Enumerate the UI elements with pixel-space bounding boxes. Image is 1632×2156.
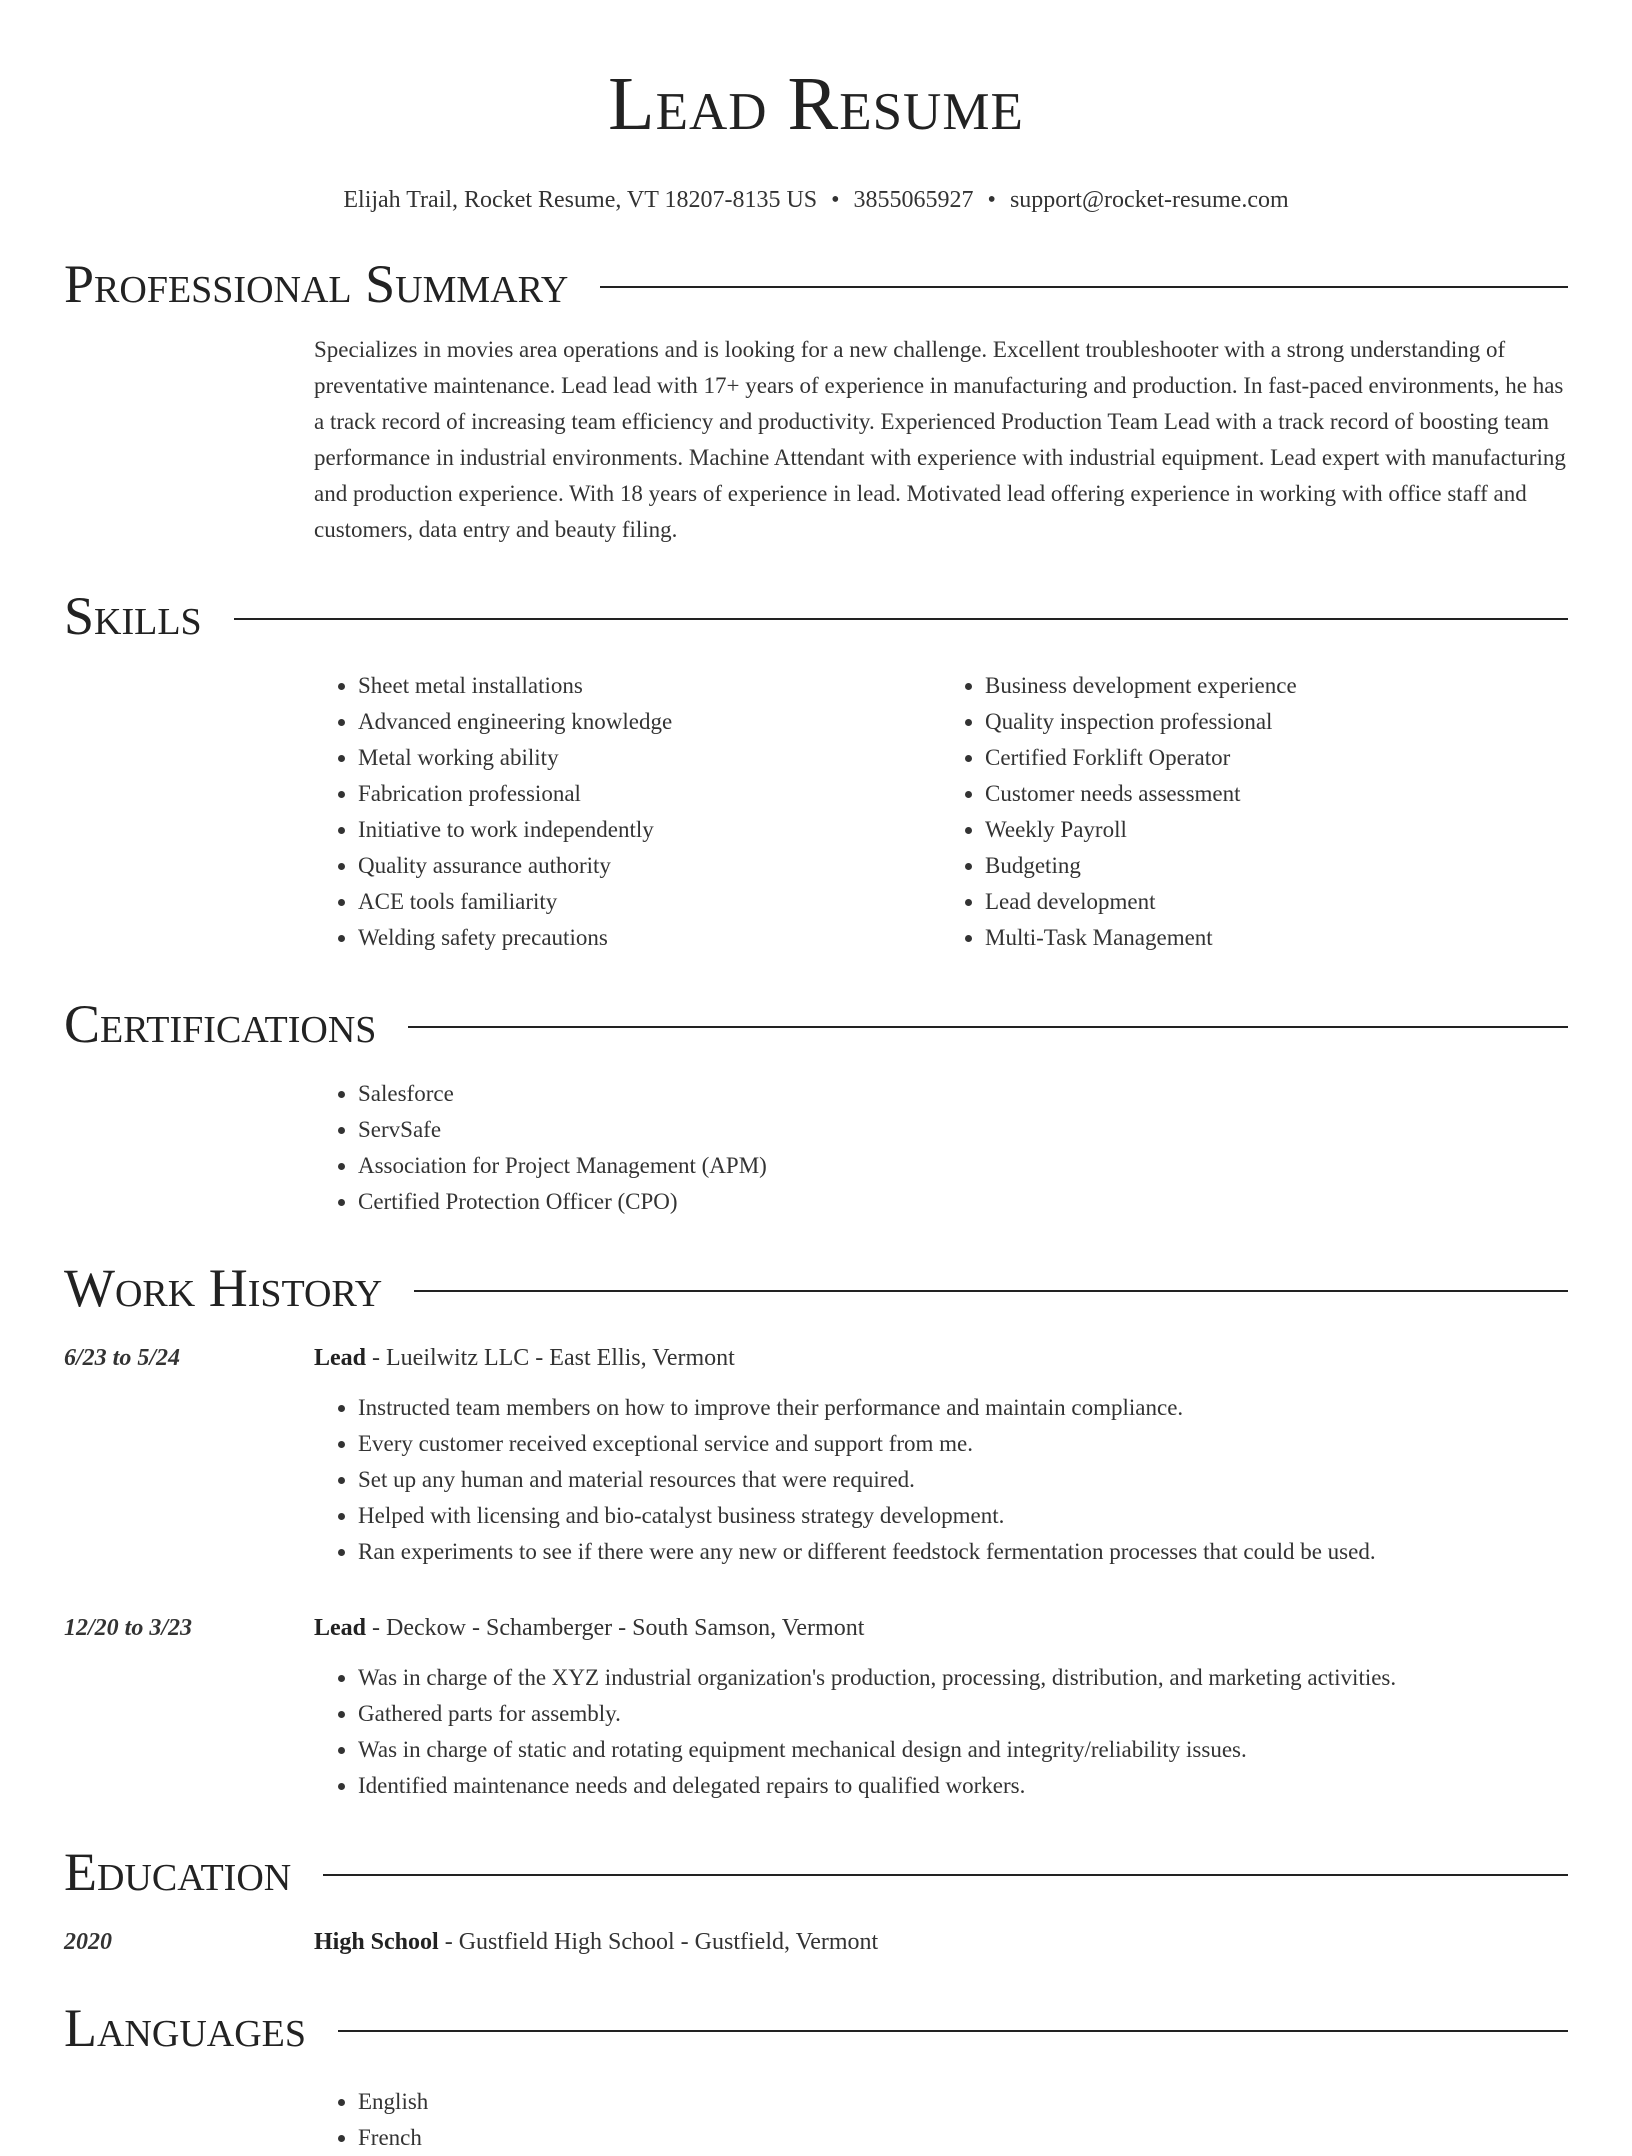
work-section-header [64, 1258, 1568, 1318]
skill-item: • Metal working ability [358, 740, 941, 776]
certification-item: • Salesforce [358, 1076, 1568, 1112]
skill-item: • Business development experience [985, 668, 1568, 704]
job-duty: • Was in charge of the XYZ industrial organization's production, processing, distribution, and marketing activities. [358, 1660, 1568, 1696]
skill-item: • Lead development [985, 884, 1568, 920]
skill-item: • Sheet metal installations [358, 668, 941, 704]
skill-item: • Advanced engineering knowledge [358, 704, 941, 740]
job-dates: 6/23 to 5/24 [64, 1345, 181, 1371]
job-title-line [314, 1610, 1568, 1646]
skill-item: • ACE tools familiarity [358, 884, 941, 920]
contact-phone: 3855065927 [853, 187, 974, 213]
summary-text: Specializes in movies area operations and is looking for a new challenge. Excellent troubleshooter with a strong understanding of preventative maintenance. Lead lead with 17+ years of experience in manufacturing and production. In fast-paced environments, he has a track record of increasing team efficiency and productivity. Experienced Production Team Lead with a track record of boosting team performance in industrial environments. Machine Attendant with experience with industrial equipment. Lead expert with manufacturing and production experience. With 18 years of experience in lead. Motivated lead offering experience in working with office staff and customers, data entry and beauty filing. [314, 337, 1566, 542]
skill-item: • Fabrication professional [358, 776, 941, 812]
skills-column-right [941, 668, 1568, 956]
languages-list [314, 2084, 1568, 2156]
job-duties [314, 1660, 1568, 1804]
skill-item: • Customer needs assessment [985, 776, 1568, 812]
job-duty: • Gathered parts for assembly. [358, 1696, 1568, 1732]
language-item: • English [358, 2084, 1568, 2120]
section-divider [338, 2030, 1568, 2032]
certifications-title: Certifications [64, 994, 377, 1054]
education-line [314, 1924, 1568, 1960]
contact-separator: • [987, 187, 996, 213]
education-school: - Gustfield High School - Gustfield, Vermont [438, 1929, 879, 1955]
skill-item: • Welding safety precautions [358, 920, 941, 956]
job-duty: • Every customer received exceptional service and support from me. [358, 1426, 1568, 1462]
certification-item: • Certified Protection Officer (CPO) [358, 1184, 1568, 1220]
skills-list [314, 668, 1568, 956]
education-title: Education [64, 1842, 292, 1902]
job-duties [314, 1390, 1568, 1570]
summary-title: Professional Summary [64, 254, 569, 314]
job-duty: • Ran experiments to see if there were any new or different feedstock fermentation processes that could be used. [358, 1534, 1568, 1570]
skill-item: • Weekly Payroll [985, 812, 1568, 848]
contact-line [64, 184, 1568, 216]
skill-item: • Initiative to work independently [358, 812, 941, 848]
section-divider [414, 1290, 1568, 1292]
languages-title: Languages [64, 1998, 306, 2058]
job-entry [64, 1340, 1568, 1570]
job-title-line [314, 1340, 1568, 1376]
skill-item: • Quality inspection professional [985, 704, 1568, 740]
certifications-section-header [64, 994, 1568, 1054]
certification-item: • ServSafe [358, 1112, 1568, 1148]
job-employer: - Deckow - Schamberger - South Samson, Vermont [366, 1615, 865, 1641]
skills-title: Skills [64, 586, 202, 646]
skill-item: • Certified Forklift Operator [985, 740, 1568, 776]
job-duty: • Set up any human and material resources that were required. [358, 1462, 1568, 1498]
language-item: • French [358, 2120, 1568, 2156]
certification-item: • Association for Project Management (APM) [358, 1148, 1568, 1184]
job-title: Lead [314, 1345, 367, 1371]
section-divider [234, 618, 1568, 620]
job-duty: • Identified maintenance needs and delegated repairs to qualified workers. [358, 1768, 1568, 1804]
certifications-list [314, 1076, 1568, 1220]
job-entry [64, 1610, 1568, 1804]
skills-column-left [314, 668, 941, 956]
education-year: 2020 [64, 1929, 112, 1955]
job-title: Lead [314, 1615, 367, 1641]
summary-section-header [64, 254, 1568, 314]
skill-item: • Budgeting [985, 848, 1568, 884]
job-employer: - Lueilwitz LLC - East Ellis, Vermont [366, 1345, 735, 1371]
languages-section-header [64, 1998, 1568, 2058]
skill-item: • Multi-Task Management [985, 920, 1568, 956]
contact-address: Elijah Trail, Rocket Resume, VT 18207-8135 US [343, 187, 818, 213]
skill-item: • Quality assurance authority [358, 848, 941, 884]
education-degree: High School [314, 1929, 439, 1955]
job-dates: 12/20 to 3/23 [64, 1615, 193, 1641]
education-entry [64, 1924, 1568, 1960]
section-divider [408, 1026, 1568, 1028]
job-duty: • Was in charge of static and rotating equipment mechanical design and integrity/reliability issues. [358, 1732, 1568, 1768]
job-duty: • Instructed team members on how to improve their performance and maintain compliance. [358, 1390, 1568, 1426]
contact-email: support@rocket-resume.com [1009, 187, 1289, 213]
education-section-header [64, 1842, 1568, 1902]
section-divider [600, 286, 1568, 288]
work-title: Work History [64, 1258, 383, 1318]
resume-name: Lead Resume [608, 62, 1024, 146]
section-divider [323, 1874, 1568, 1876]
skills-section-header [64, 586, 1568, 646]
job-duty: • Helped with licensing and bio-catalyst business strategy development. [358, 1498, 1568, 1534]
contact-separator: • [831, 187, 840, 213]
